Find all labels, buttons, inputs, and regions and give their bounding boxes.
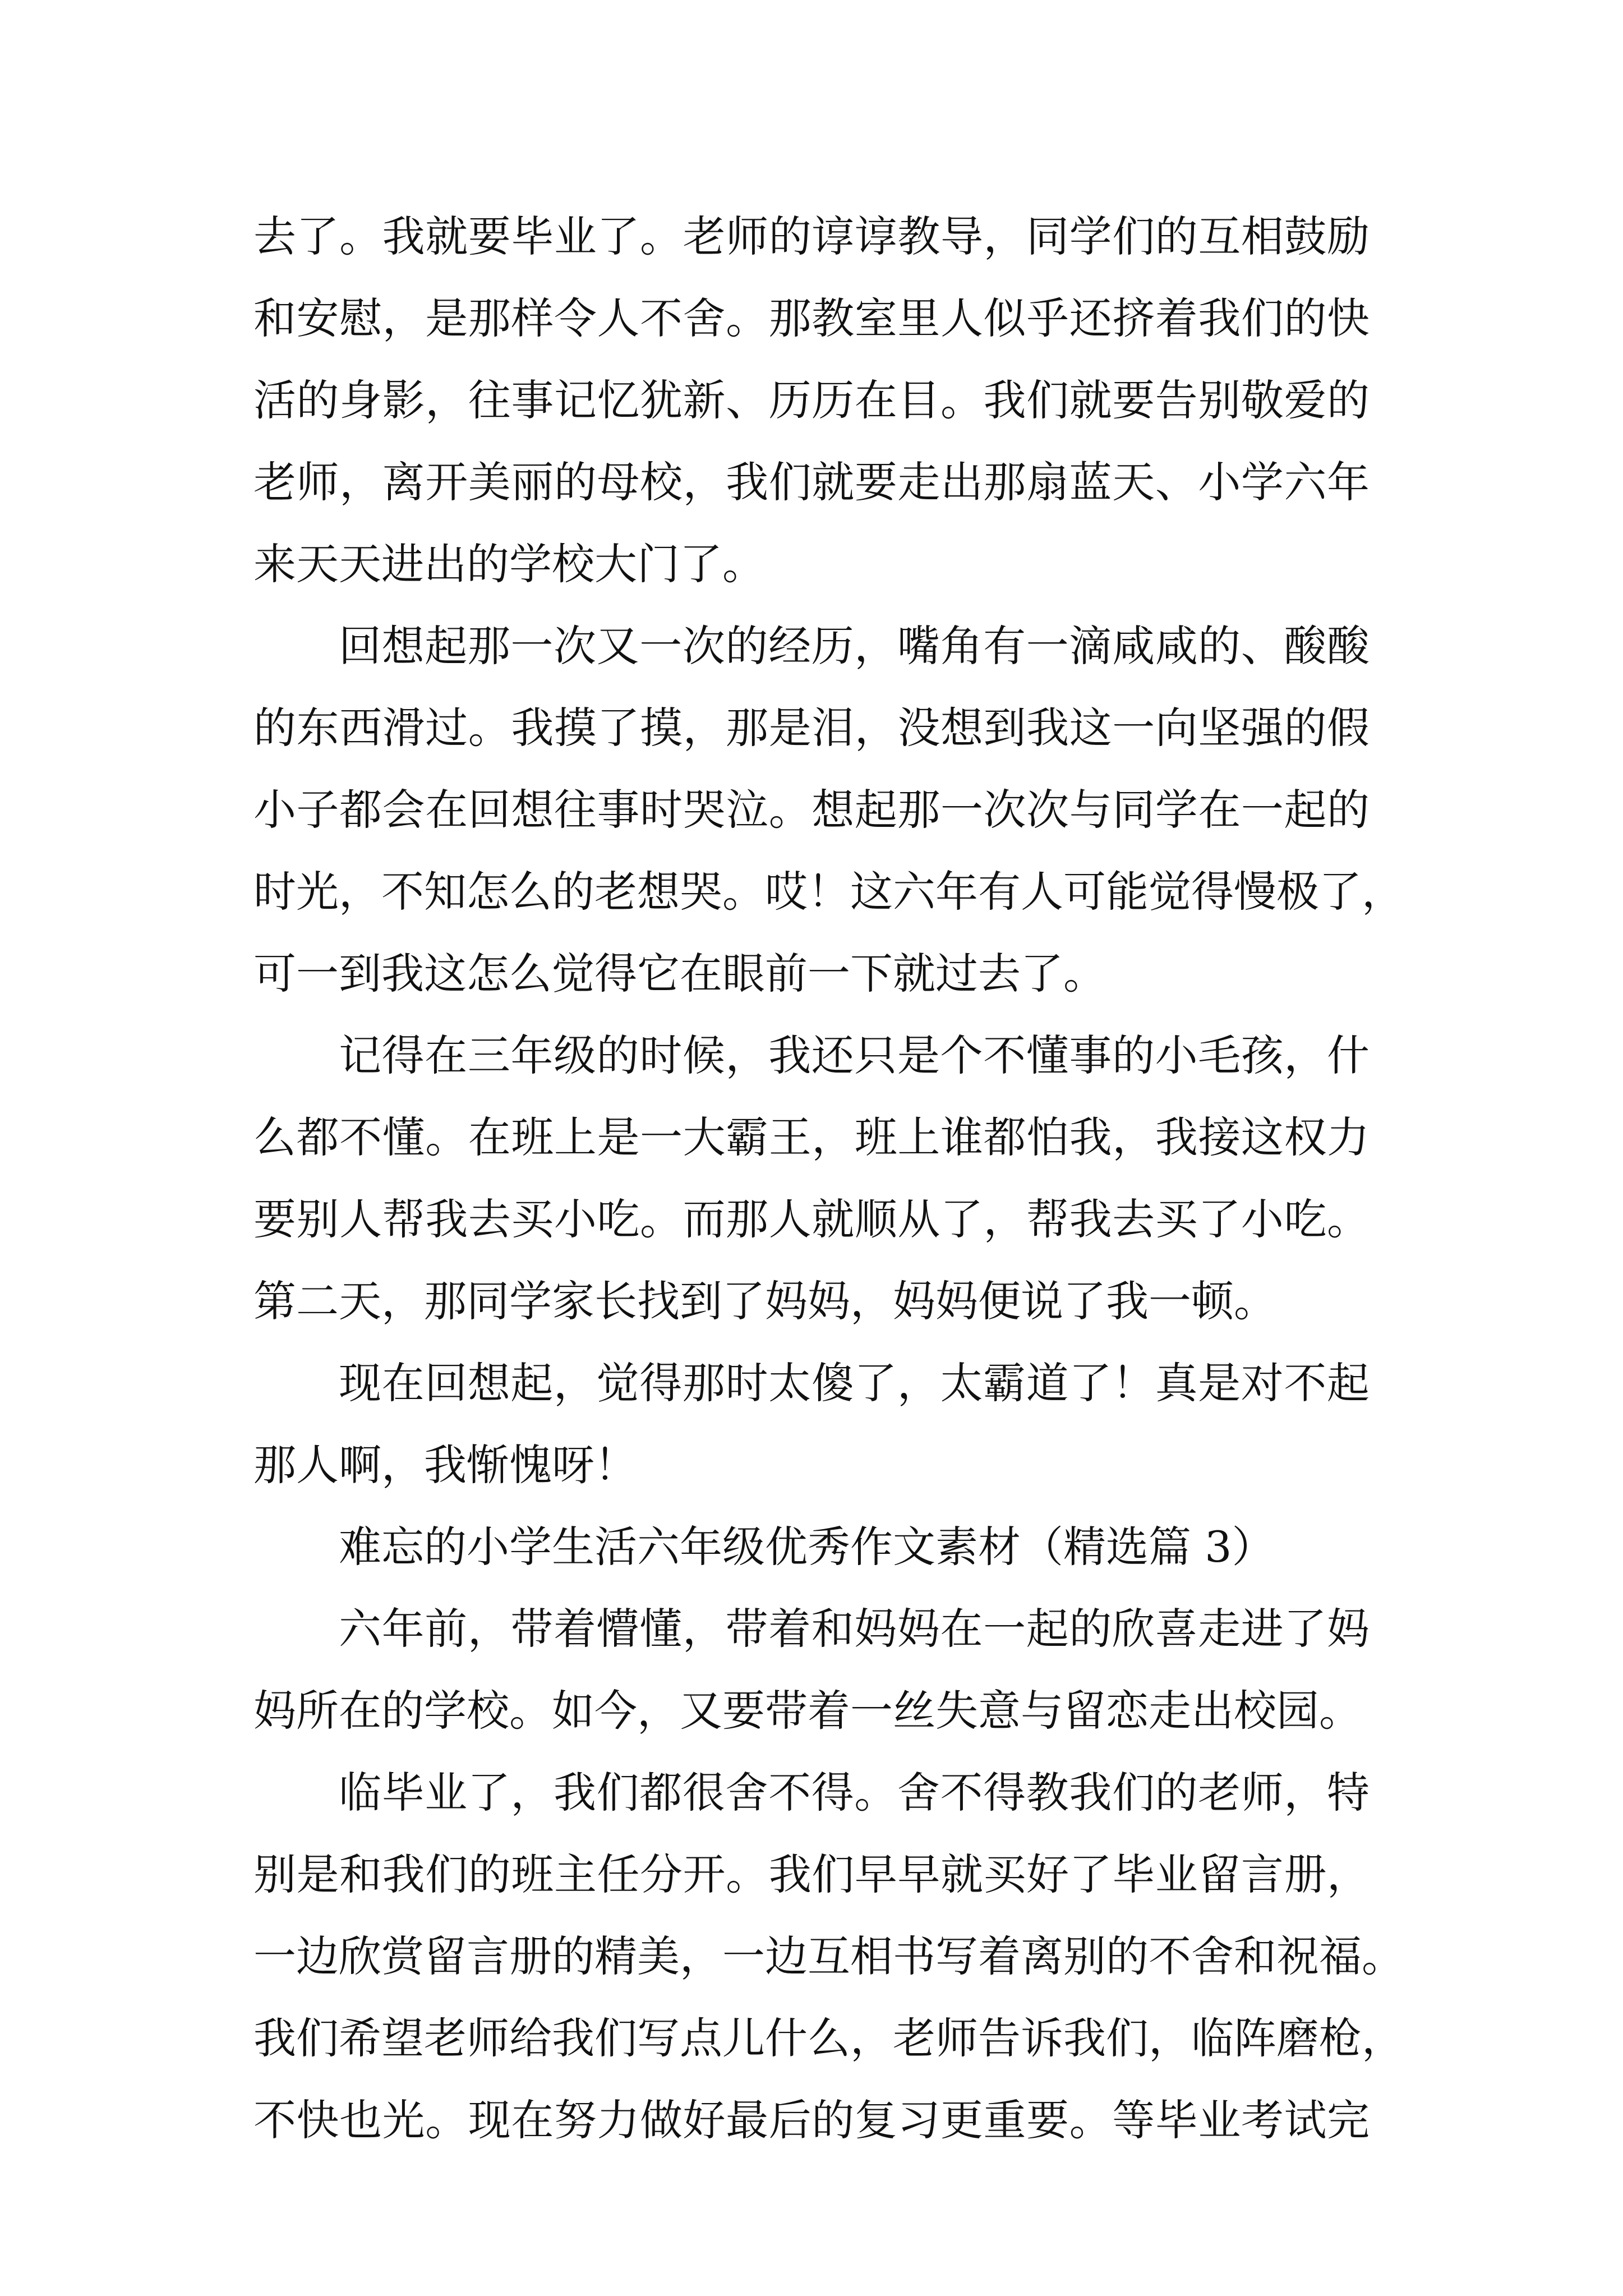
paragraph-2-line-5: 可一到我这怎么觉得它在眼前一下就过去了。 xyxy=(253,949,1106,999)
paragraph-6-line-5: 不快也光。现在努力做好最后的复习更重要。等毕业考试完 xyxy=(253,2095,1370,2145)
paragraph-4-line-1: 现在回想起，觉得那时太傻了，太霸道了！真是对不起 xyxy=(339,1358,1370,1408)
paragraph-5-line-2: 妈所在的学校。如今，又要带着一丝失意与留恋走出校园。 xyxy=(253,1686,1362,1736)
paragraph-6-line-3: 一边欣赏留言册的精美，一边互相书写着离别的不舍和祝福。 xyxy=(253,1931,1404,1981)
paragraph-3-line-4: 第二天，那同学家长找到了妈妈，妈妈便说了我一顿。 xyxy=(253,1276,1276,1326)
paragraph-2-line-3: 小子都会在回想往事时哭泣。想起那一次次与同学在一起的 xyxy=(253,785,1370,835)
paragraph-2-line-1: 回想起那一次又一次的经历，嘴角有一滴咸咸的、酸酸 xyxy=(339,621,1370,671)
paragraph-1-line-2: 和安慰，是那样令人不舍。那教室里人似乎还挤着我们的快 xyxy=(253,293,1370,343)
paragraph-6-line-2: 别是和我们的班主任分开。我们早早就买好了毕业留言册， xyxy=(253,1849,1370,1899)
paragraph-2-line-2: 的东西滑过。我摸了摸，那是泪，没想到我这一向坚强的假 xyxy=(253,703,1370,753)
section-heading: 难忘的小学生活六年级优秀作文素材（精选篇 3） xyxy=(339,1522,1275,1572)
paragraph-2-line-4: 时光，不知怎么的老想哭。哎！这六年有人可能觉得慢极了， xyxy=(253,867,1404,917)
paragraph-1-line-4: 老师，离开美丽的母校，我们就要走出那扇蓝天、小学六年 xyxy=(253,457,1370,507)
paragraph-4-line-2: 那人啊，我惭愧呀！ xyxy=(253,1440,637,1490)
paragraph-5-line-1: 六年前，带着懵懂，带着和妈妈在一起的欣喜走进了妈 xyxy=(339,1604,1370,1654)
paragraph-6-line-4: 我们希望老师给我们写点儿什么，老师告诉我们，临阵磨枪， xyxy=(253,2013,1404,2063)
paragraph-3-line-1: 记得在三年级的时候，我还只是个不懂事的小毛孩，什 xyxy=(339,1030,1370,1080)
paragraph-1-line-3: 活的身影，往事记忆犹新、历历在目。我们就要告别敬爱的 xyxy=(253,375,1370,425)
paragraph-1-line-1: 去了。我就要毕业了。老师的谆谆教导，同学们的互相鼓励 xyxy=(253,211,1370,261)
paragraph-3-line-3: 要别人帮我去买小吃。而那人就顺从了，帮我去买了小吃。 xyxy=(253,1194,1370,1244)
paragraph-6-line-1: 临毕业了，我们都很舍不得。舍不得教我们的老师，特 xyxy=(339,1768,1370,1818)
paragraph-1-line-5: 来天天进出的学校大门了。 xyxy=(253,539,765,589)
paragraph-3-line-2: 么都不懂。在班上是一大霸王，班上谁都怕我，我接这权力 xyxy=(253,1112,1370,1162)
